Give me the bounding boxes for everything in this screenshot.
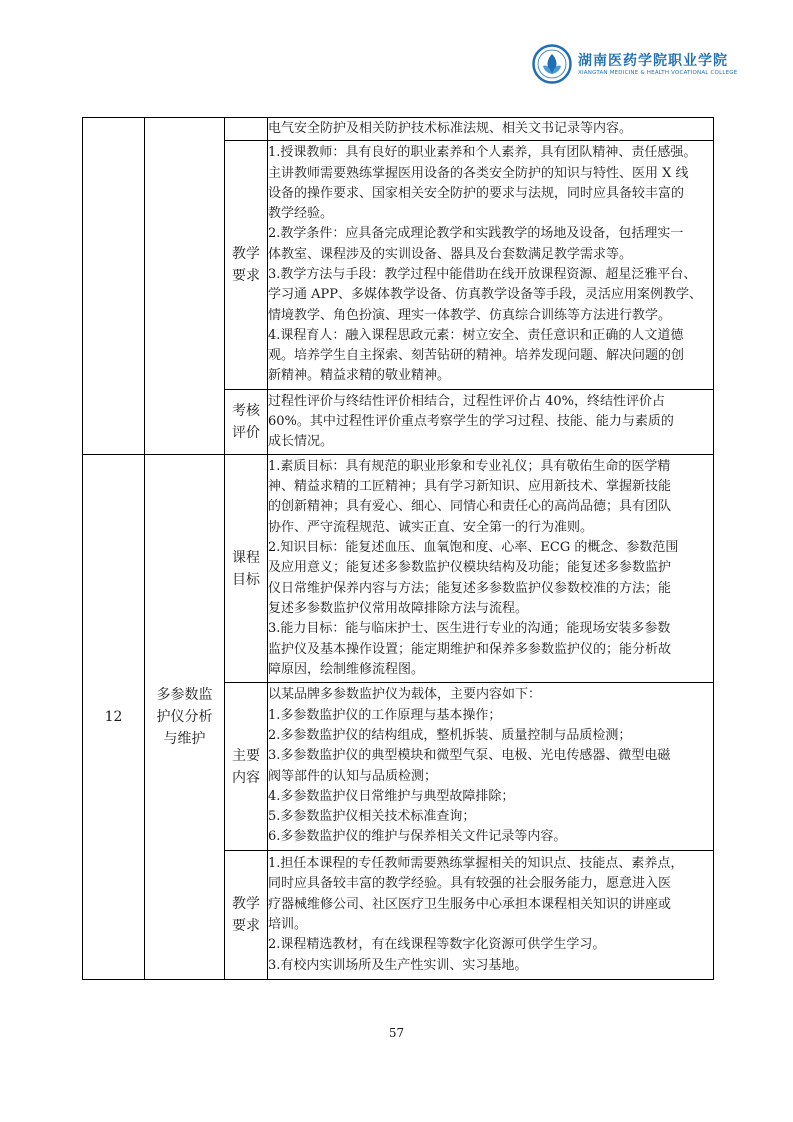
main-content-label: 主要 内容 xyxy=(225,683,268,851)
teaching-requirements-label: 教学 要求 xyxy=(225,851,268,980)
content-line: 的创新精神；具有爱心、细心、同情心和责任心的高尚品德；具有团队 xyxy=(268,499,672,515)
content-line: 障原因，绘制维修流程图。 xyxy=(268,661,425,677)
prev-number-cell xyxy=(83,118,145,455)
content-line: 3.多参数监护仪的典型模块和微型气泵、电极、光电传感器、微型电磁 xyxy=(268,748,671,764)
course-table xyxy=(82,117,714,980)
content-line: 及应用意义；能复述多参数监护仪模块结构及功能；能复述多参数监护 xyxy=(268,560,672,576)
prev-teaching-label: 教学 要求 xyxy=(225,141,268,390)
content-line: 学习通 APP、多媒体教学设备、仿真教学设备等手段，灵活应用案例教学、 xyxy=(268,287,703,303)
content-line: 2.教学条件：应具备完成理论教学和实践教学的场地及设备，包括理实一 xyxy=(268,226,684,242)
content-line: 主讲教师需要熟练掌握医用设备的各类安全防护的知识与特性、医用 X 线 xyxy=(268,165,689,181)
table-row xyxy=(83,455,714,683)
content-line: 以某品牌多参数监护仪为载体，主要内容如下： xyxy=(268,687,542,703)
content-line: 复述多参数监护仪常用故障排除方法与流程。 xyxy=(268,600,529,616)
continuation-label-cell xyxy=(225,118,268,141)
main-content xyxy=(268,683,714,851)
content-line: 教学经验。 xyxy=(268,206,334,222)
objectives-content xyxy=(268,455,714,683)
course-number: 12 xyxy=(83,455,145,980)
content-line: 阀等部件的认知与品质检测； xyxy=(268,768,438,784)
content-line: 同时应具备较丰富的教学经验。具有较强的社会服务能力，愿意进入医 xyxy=(268,876,672,892)
content-line: 1.授课教师：具有良好的职业素养和个人素养，具有团队精神、责任感强。 xyxy=(268,145,697,161)
content-line: 体教室、课程涉及的实训设备、器具及台套数满足教学需求等。 xyxy=(268,246,633,262)
content-line: 1.担任本课程的专任教师需要熟练掌握相关的知识点、技能点、素养点， xyxy=(268,856,684,872)
course-name: 多参数监护仪分析与维护 xyxy=(145,455,225,980)
content-line: 观。培养学生自主探索、刻苦钻研的精神。培养发现问题、解决问题的创 xyxy=(268,348,685,364)
table-row xyxy=(83,118,714,141)
content-line: 1.多参数监护仪的工作原理与基本操作； xyxy=(268,707,502,723)
content-line: 监护仪及基本操作设置；能定期维护和保养多参数监护仪的；能分析故 xyxy=(268,641,672,657)
prev-assessment-content xyxy=(268,390,714,455)
college-emblem-icon xyxy=(532,44,572,84)
content-line: 4.课程育人：融入课程思政元素：树立安全、责任意识和正确的人文道德 xyxy=(268,327,684,343)
college-logo xyxy=(532,44,738,88)
content-line: 3.教学方法与手段：教学过程中能借助在线开放课程资源、超星泛雅平台、 xyxy=(268,267,697,282)
continuation-content xyxy=(268,118,714,141)
content-line: 3.能力目标：能与临床护士、医生进行专业的沟通；能现场安装多参数 xyxy=(268,621,671,637)
content-line: 培训。 xyxy=(268,917,308,932)
page-number: 57 xyxy=(388,1026,405,1040)
content-line: 60%。其中过程性评价重点考察学生的学习过程、技能、能力与素质的 xyxy=(268,413,674,429)
content-line: 新精神。精益求精的敬业精神。 xyxy=(268,368,451,384)
content-line: 电气安全防护及相关防护技术标准法规、相关文书记录等内容。 xyxy=(268,120,633,136)
content-line: 疗器械维修公司、社区医疗卫生服务中心承担本课程相关知识的讲座或 xyxy=(268,896,672,912)
content-line: 神、精益求精的工匠精神；具有学习新知识、应用新技术、掌握新技能 xyxy=(268,479,672,495)
content-line: 成长情况。 xyxy=(268,434,334,450)
content-line: 2.多参数监护仪的结构组成，整机拆装、质量控制与品质检测； xyxy=(268,727,632,743)
college-name-en: XIANGTAN MEDICINE & HEALTH VOCATIONAL COLLEGE xyxy=(578,70,738,76)
college-name-cn: 湖南医药学院职业学院 xyxy=(578,53,728,69)
objectives-label: 课程 目标 xyxy=(225,455,268,683)
content-line: 1.素质目标：具有规范的职业形象和专业礼仪；具有敬佑生命的医学精 xyxy=(268,458,671,474)
content-line: 情境教学、角色扮演、理实一体教学、仿真综合训练等方法进行教学。 xyxy=(268,307,672,323)
content-line: 5.多参数监护仪相关技术标准查询； xyxy=(268,809,476,825)
content-line: 协作、严守流程规范、诚实正直、安全第一的行为准则。 xyxy=(268,519,594,535)
content-line: 6.多参数监护仪的维护与保养相关文件记录等内容。 xyxy=(268,829,567,845)
content-line: 设备的操作要求、国家相关安全防护的要求与法规，同时应具备较丰富的 xyxy=(268,185,685,201)
content-line: 2.知识目标：能复述血压、血氧饱和度、心率、ECG 的概念、参数范围 xyxy=(268,540,679,556)
content-line: 4.多参数监护仪日常维护与典型故障排除； xyxy=(268,788,515,804)
prev-assessment-label: 考核 评价 xyxy=(225,390,268,455)
teaching-requirements-content xyxy=(268,851,714,980)
content-line: 2.课程精选教材，有在线课程等数字化资源可供学生学习。 xyxy=(268,937,606,953)
content-line: 仪日常维护保养内容与方法；能复述多参数监护仪参数校准的方法；能 xyxy=(268,580,672,596)
prev-name-cell xyxy=(145,118,225,455)
content-line: 过程性评价与终结性评价相结合，过程性评价占 40%，终结性评价占 xyxy=(268,393,666,409)
prev-teaching-content xyxy=(268,141,714,390)
content-line: 3.有校内实训场所及生产性实训、实习基地。 xyxy=(268,957,528,973)
